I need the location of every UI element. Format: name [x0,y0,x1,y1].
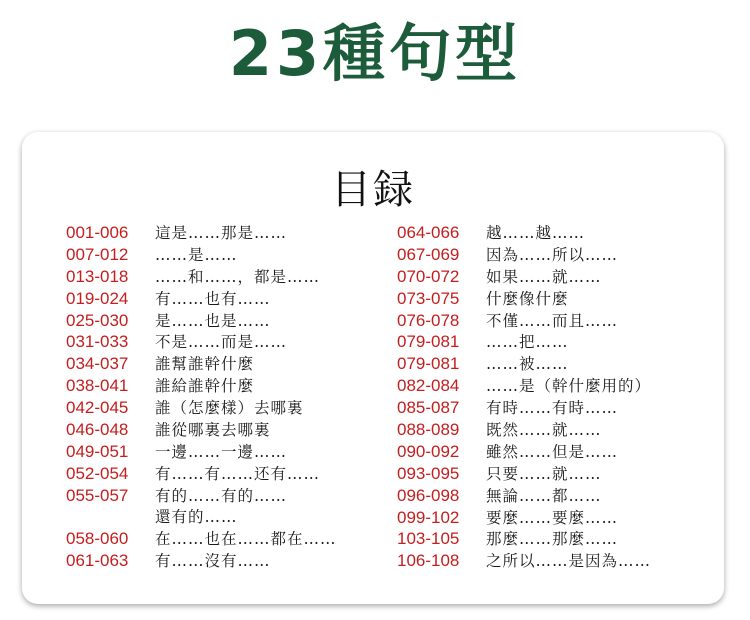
toc-entry [397,507,651,529]
entry-range: 103-105 [397,529,460,549]
entry-pattern: 還有的…… [155,507,238,526]
toc-entry [397,441,651,463]
toc-heading: 目録 [331,167,415,213]
toc-entry [66,375,337,397]
toc-entry [397,485,651,507]
entry-pattern: 那麼……那麼…… [486,530,619,549]
toc-right-column [397,222,651,572]
entry-pattern: 在……也在……都在…… [155,530,337,549]
entry-range: 090-092 [397,441,460,461]
toc-left-column [66,222,337,572]
entry-pattern: 有……也有…… [155,289,271,308]
entry-pattern: 是……也是…… [155,311,271,330]
entry-range: 049-051 [66,441,129,461]
toc-entry [66,550,337,572]
entry-pattern: 有時……有時…… [486,399,619,418]
entry-pattern: 要麼……要麼…… [486,508,619,527]
entry-range: 064-066 [397,223,460,242]
entry-range: 088-089 [397,420,460,440]
entry-range: 106-108 [397,551,460,571]
entry-pattern: 有……有……还有…… [155,464,321,483]
entry-range: 001-006 [66,223,129,242]
toc-entry [66,244,337,266]
entry-pattern: 越……越…… [486,224,586,242]
entry-range: 058-060 [66,529,129,549]
entry-pattern: ……把…… [486,333,569,352]
entry-pattern: 誰給誰幹什麼 [155,377,255,396]
entry-range: 067-069 [397,244,460,264]
entry-range: 079-081 [397,354,460,374]
entry-pattern: 有的……有的…… [155,486,288,505]
entry-range: 042-045 [66,398,129,418]
toc-entry [397,419,651,441]
toc-entry-continuation [66,507,337,529]
entry-pattern: 不僅……而且…… [486,311,619,330]
entry-pattern: ……是…… [155,245,238,264]
entry-range: 013-018 [66,266,129,286]
entry-range: 070-072 [397,266,460,286]
toc-entry [66,528,337,550]
entry-range: 019-024 [66,288,129,308]
entry-pattern: 之所以……是因為…… [486,552,652,571]
entry-range: 055-057 [66,485,129,505]
entry-pattern: 誰幫誰幹什麼 [155,355,255,374]
entry-pattern: 雖然……但是…… [486,442,619,461]
toc-entry [66,222,337,244]
table-of-contents-card [22,132,724,604]
entry-range: 046-048 [66,420,129,440]
entry-range: 082-084 [397,376,460,396]
entry-pattern: 誰從哪裏去哪裏 [155,421,271,440]
toc-entry [397,222,651,244]
entry-range: 093-095 [397,463,460,483]
toc-entry [66,397,337,419]
entry-pattern: 這是……那是…… [155,224,288,242]
entry-range: 099-102 [397,507,460,527]
toc-entry [66,419,337,441]
toc-entry [397,397,651,419]
entry-pattern: ……和……，都是…… [155,267,321,286]
entry-range: 096-098 [397,485,460,505]
toc-entry [397,550,651,572]
entry-range: 031-033 [66,332,129,352]
toc-entry [66,441,337,463]
entry-pattern: 不是……而是…… [155,333,288,352]
toc-entry [66,266,337,288]
entry-pattern: 什麼像什麼 [486,289,569,308]
entry-range: 061-063 [66,551,129,571]
toc-entry [397,266,651,288]
toc-entry [397,331,651,353]
entry-range: 073-075 [397,288,460,308]
toc-entry [66,463,337,485]
entry-pattern: 無論……都…… [486,486,602,505]
entry-pattern: ……是（幹什麼用的） [486,377,652,396]
entry-pattern: 只要……就…… [486,464,602,483]
toc-entry [66,353,337,375]
entry-range: 085-087 [397,398,460,418]
entry-range: 052-054 [66,463,129,483]
entry-range: 038-041 [66,376,129,396]
page-title: 23種句型 [228,17,522,90]
toc-entry [397,244,651,266]
toc-entry [397,310,651,332]
entry-range: 034-037 [66,354,129,374]
entry-pattern: 因為……所以…… [486,245,619,264]
toc-entry [66,485,337,507]
toc-entry [66,288,337,310]
entry-range: 076-078 [397,310,460,330]
entry-range: 079-081 [397,332,460,352]
toc-entry [397,288,651,310]
toc-entry [66,331,337,353]
entry-pattern: 一邊……一邊…… [155,442,288,461]
toc-entry [397,353,651,375]
entry-pattern: ……被…… [486,355,569,374]
toc-entry [397,375,651,397]
entry-pattern: 有……沒有…… [155,552,271,571]
toc-entry [397,463,651,485]
entry-pattern: 既然……就…… [486,421,602,440]
toc-entry [66,310,337,332]
entry-pattern: 如果……就…… [486,267,602,286]
toc-entry [397,528,651,550]
entry-pattern: 誰（怎麼樣）去哪裏 [155,399,304,418]
entry-range: 007-012 [66,244,129,264]
entry-range: 025-030 [66,310,129,330]
